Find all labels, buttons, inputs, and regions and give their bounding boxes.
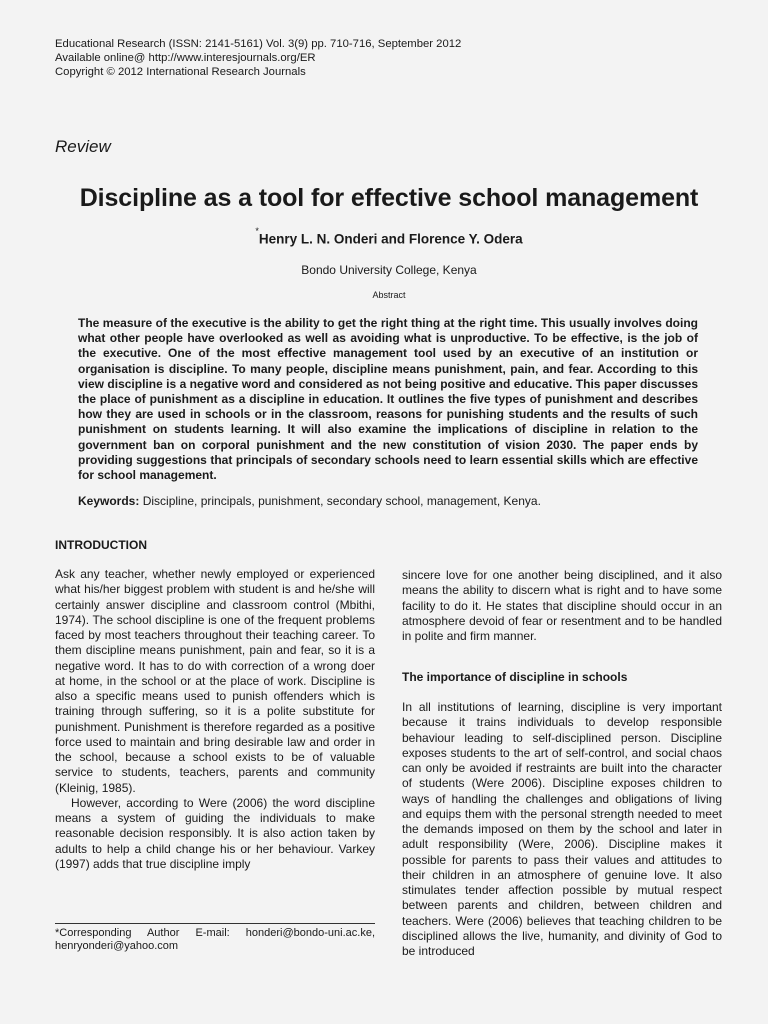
footnote-divider [55, 923, 375, 924]
keywords-text: Discipline, principals, punishment, secondary school, management, Kenya. [139, 494, 541, 508]
intro-paragraph-2: However, according to Were (2006) the word discipline means a system of guiding the individuals to make reasonable decision responsibly. It is also action taken by adults to help a child change his or her behaviour. Varkey (1997) adds that true discipline imply [55, 795, 375, 871]
keywords-label: Keywords: [78, 494, 140, 508]
journal-header [55, 37, 461, 79]
author-line [0, 226, 768, 247]
intro-paragraph-3: sincere love for one another being disciplined, and it also means the ability to discern what is right and to have some facility to do it. He states that discipline should occur in an atmosphere devoid of fear or resentment and to be handled in polite and firm manner. [402, 568, 722, 643]
journal-citation: Educational Research (ISSN: 2141-5161) Vol. 3(9) pp. 710-716, September 2012 [55, 38, 462, 50]
paper-title: Discipline as a tool for effective school management [79, 184, 699, 212]
affiliation: Bondo University College, Kenya [301, 263, 477, 277]
column-left [55, 567, 375, 872]
importance-heading: The importance of discipline in schools [402, 670, 628, 684]
introduction-heading: INTRODUCTION [55, 538, 147, 552]
importance-paragraph-1: In all institutions of learning, discipline is very important because it trains individuals to develop responsible behaviour leading to self-disciplined person. Discipline exposes students to the art of self-control, and social chaos can only be avoided if restraints are built into the character of students (Were 2006). Discipline exposes children to ways of handling the challenges and obligations of living and equips them with the personal strength needed to meet the demands imposed on them by the school and later in adult responsibility (Were, 2006). Discipline makes it possible for parents to pass their values and attitudes to their children in an atmosphere of genuine love. It also stimulates tender affection possible by mutual respect between parents and children, between children and teachers. Were (2006) believes that teaching children to be disciplined allows the live, humanity, and divinity of God to be introduced [402, 700, 722, 958]
author-marker: * [255, 226, 259, 236]
journal-url: Available online@ http://www.interesjournals.org/ER [55, 52, 316, 64]
footnote-corresponding-author: *Corresponding Author E-mail: honderi@bondo-uni.ac.ke, [55, 927, 375, 939]
column-right-top [402, 568, 722, 644]
intro-paragraph-1: Ask any teacher, whether newly employed or experienced what his/her biggest problem with student is and he/she will certainly answer discipline and classroom control (Mbithi, 1974). The school discipline is one of the frequent problems faced by most teachers throughout their teaching career. To them discipline means punishment, pain and fear, so it is a negative word. It has to do with correction of a wrong doer at home, in the school or at the place of work. Discipline is also a specific means used to punish offenders which is training through suffering, so it is a polite substitute for punishment. Punishment is therefore regarded as a positive force used to maintain and bring desirable law and order in the school, because a school exists to be of valuable service to students, teachers, parents and community (Kleinig, 1985). [55, 567, 375, 795]
abstract-label: Abstract [372, 290, 406, 300]
footnote-email: henryonderi@yahoo.com [55, 940, 179, 952]
journal-copyright: Copyright © 2012 International Research Journals [55, 66, 306, 78]
author-names: Henry L. N. Onderi and Florence Y. Odera [258, 231, 523, 247]
article-type: Review [55, 137, 111, 156]
abstract-text: The measure of the executive is the ability to get the right thing at the right time. This usually involves doing what other people have overlooked as well as avoiding what is unproductive. To be effective, is the job of the executive. One of the most effective management tool used by an executive of an institution or organisation is discipline. To many people, discipline means punishment, pain, and fear. According to this view discipline is a negative word and considered as not being positive and educative. This paper discusses the place of punishment as a discipline in education. It outlines the five types of punishment and describes how they are used in schools or in the classroom, reasons for punishing students and the results of such punishment on students learning. It will also examine the implications of discipline in relation to the government ban on corporal punishment and the new constitution of vision 2030. The paper ends by providing suggestions that principals of secondary schools need to learn essential skills which are effective for school management. [78, 316, 698, 483]
keywords [78, 494, 718, 508]
column-right-bottom [402, 700, 722, 959]
